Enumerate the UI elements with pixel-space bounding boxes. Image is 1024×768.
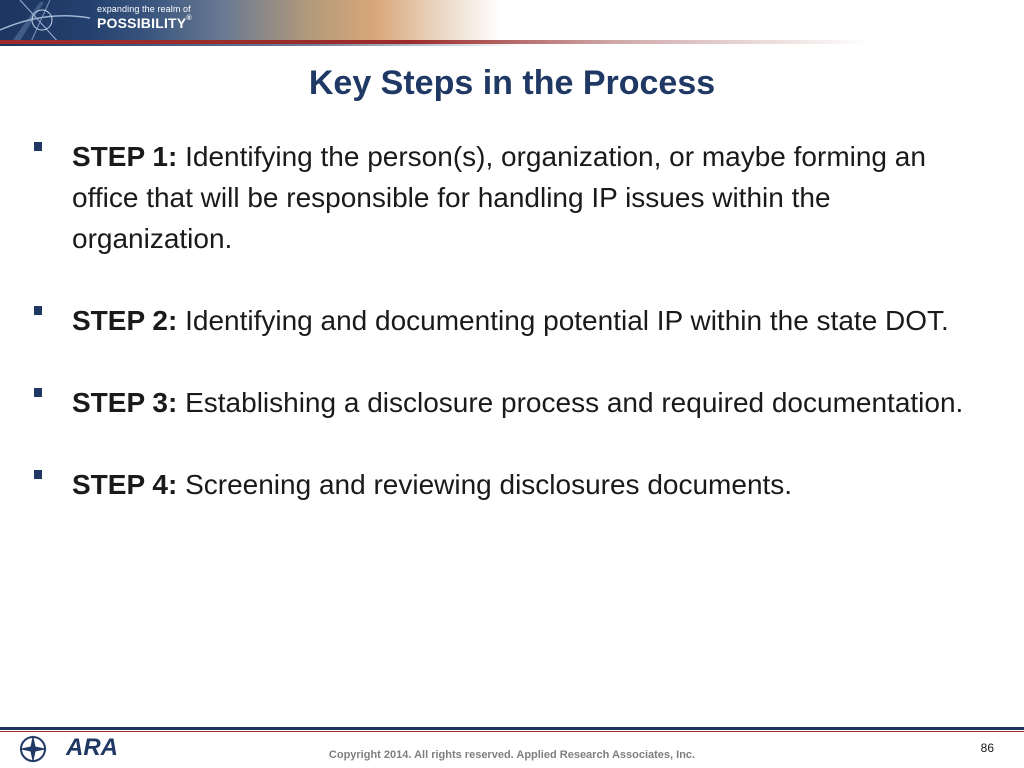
list-item: [34, 464, 994, 505]
step-text: Identifying and documenting potential IP within the state DOT.: [185, 305, 949, 336]
footer-rule-red: [0, 731, 1024, 732]
slide-title: Key Steps in the Process: [308, 64, 716, 102]
step-label: STEP 3:: [72, 387, 178, 418]
list-item: [34, 300, 994, 341]
registered-mark: ®: [186, 15, 192, 22]
steps-list: [34, 136, 994, 505]
banner-brand: [97, 15, 192, 31]
header-rule-navy: [0, 44, 520, 46]
step-text: Identifying the person(s), organization, or maybe forming an office that will be responsible for handling IP issues within the organization.: [72, 141, 926, 254]
banner-brand-text: POSSIBILITY: [97, 15, 187, 31]
step-text: Screening and reviewing disclosures documents.: [185, 469, 793, 500]
step-label: STEP 1:: [72, 141, 178, 172]
list-item: [34, 382, 994, 423]
page-number: 86: [980, 741, 994, 755]
footer-rule-navy: [0, 727, 1024, 730]
step-text: Establishing a disclosure process and required documentation.: [185, 387, 964, 418]
square-bullet-icon: [34, 306, 42, 315]
banner-tagline: expanding the realm of: [97, 4, 191, 14]
list-item: [34, 136, 994, 259]
square-bullet-icon: [34, 142, 42, 151]
logo-text: ARA: [66, 734, 118, 761]
square-bullet-icon: [34, 470, 42, 479]
header-banner: [0, 0, 500, 44]
step-label: STEP 2:: [72, 305, 178, 336]
copyright-text: Copyright 2014. All rights reserved. Applied Research Associates, Inc.: [328, 749, 696, 761]
step-label: STEP 4:: [72, 469, 178, 500]
compass-graphic-icon: [0, 0, 90, 44]
square-bullet-icon: [34, 388, 42, 397]
